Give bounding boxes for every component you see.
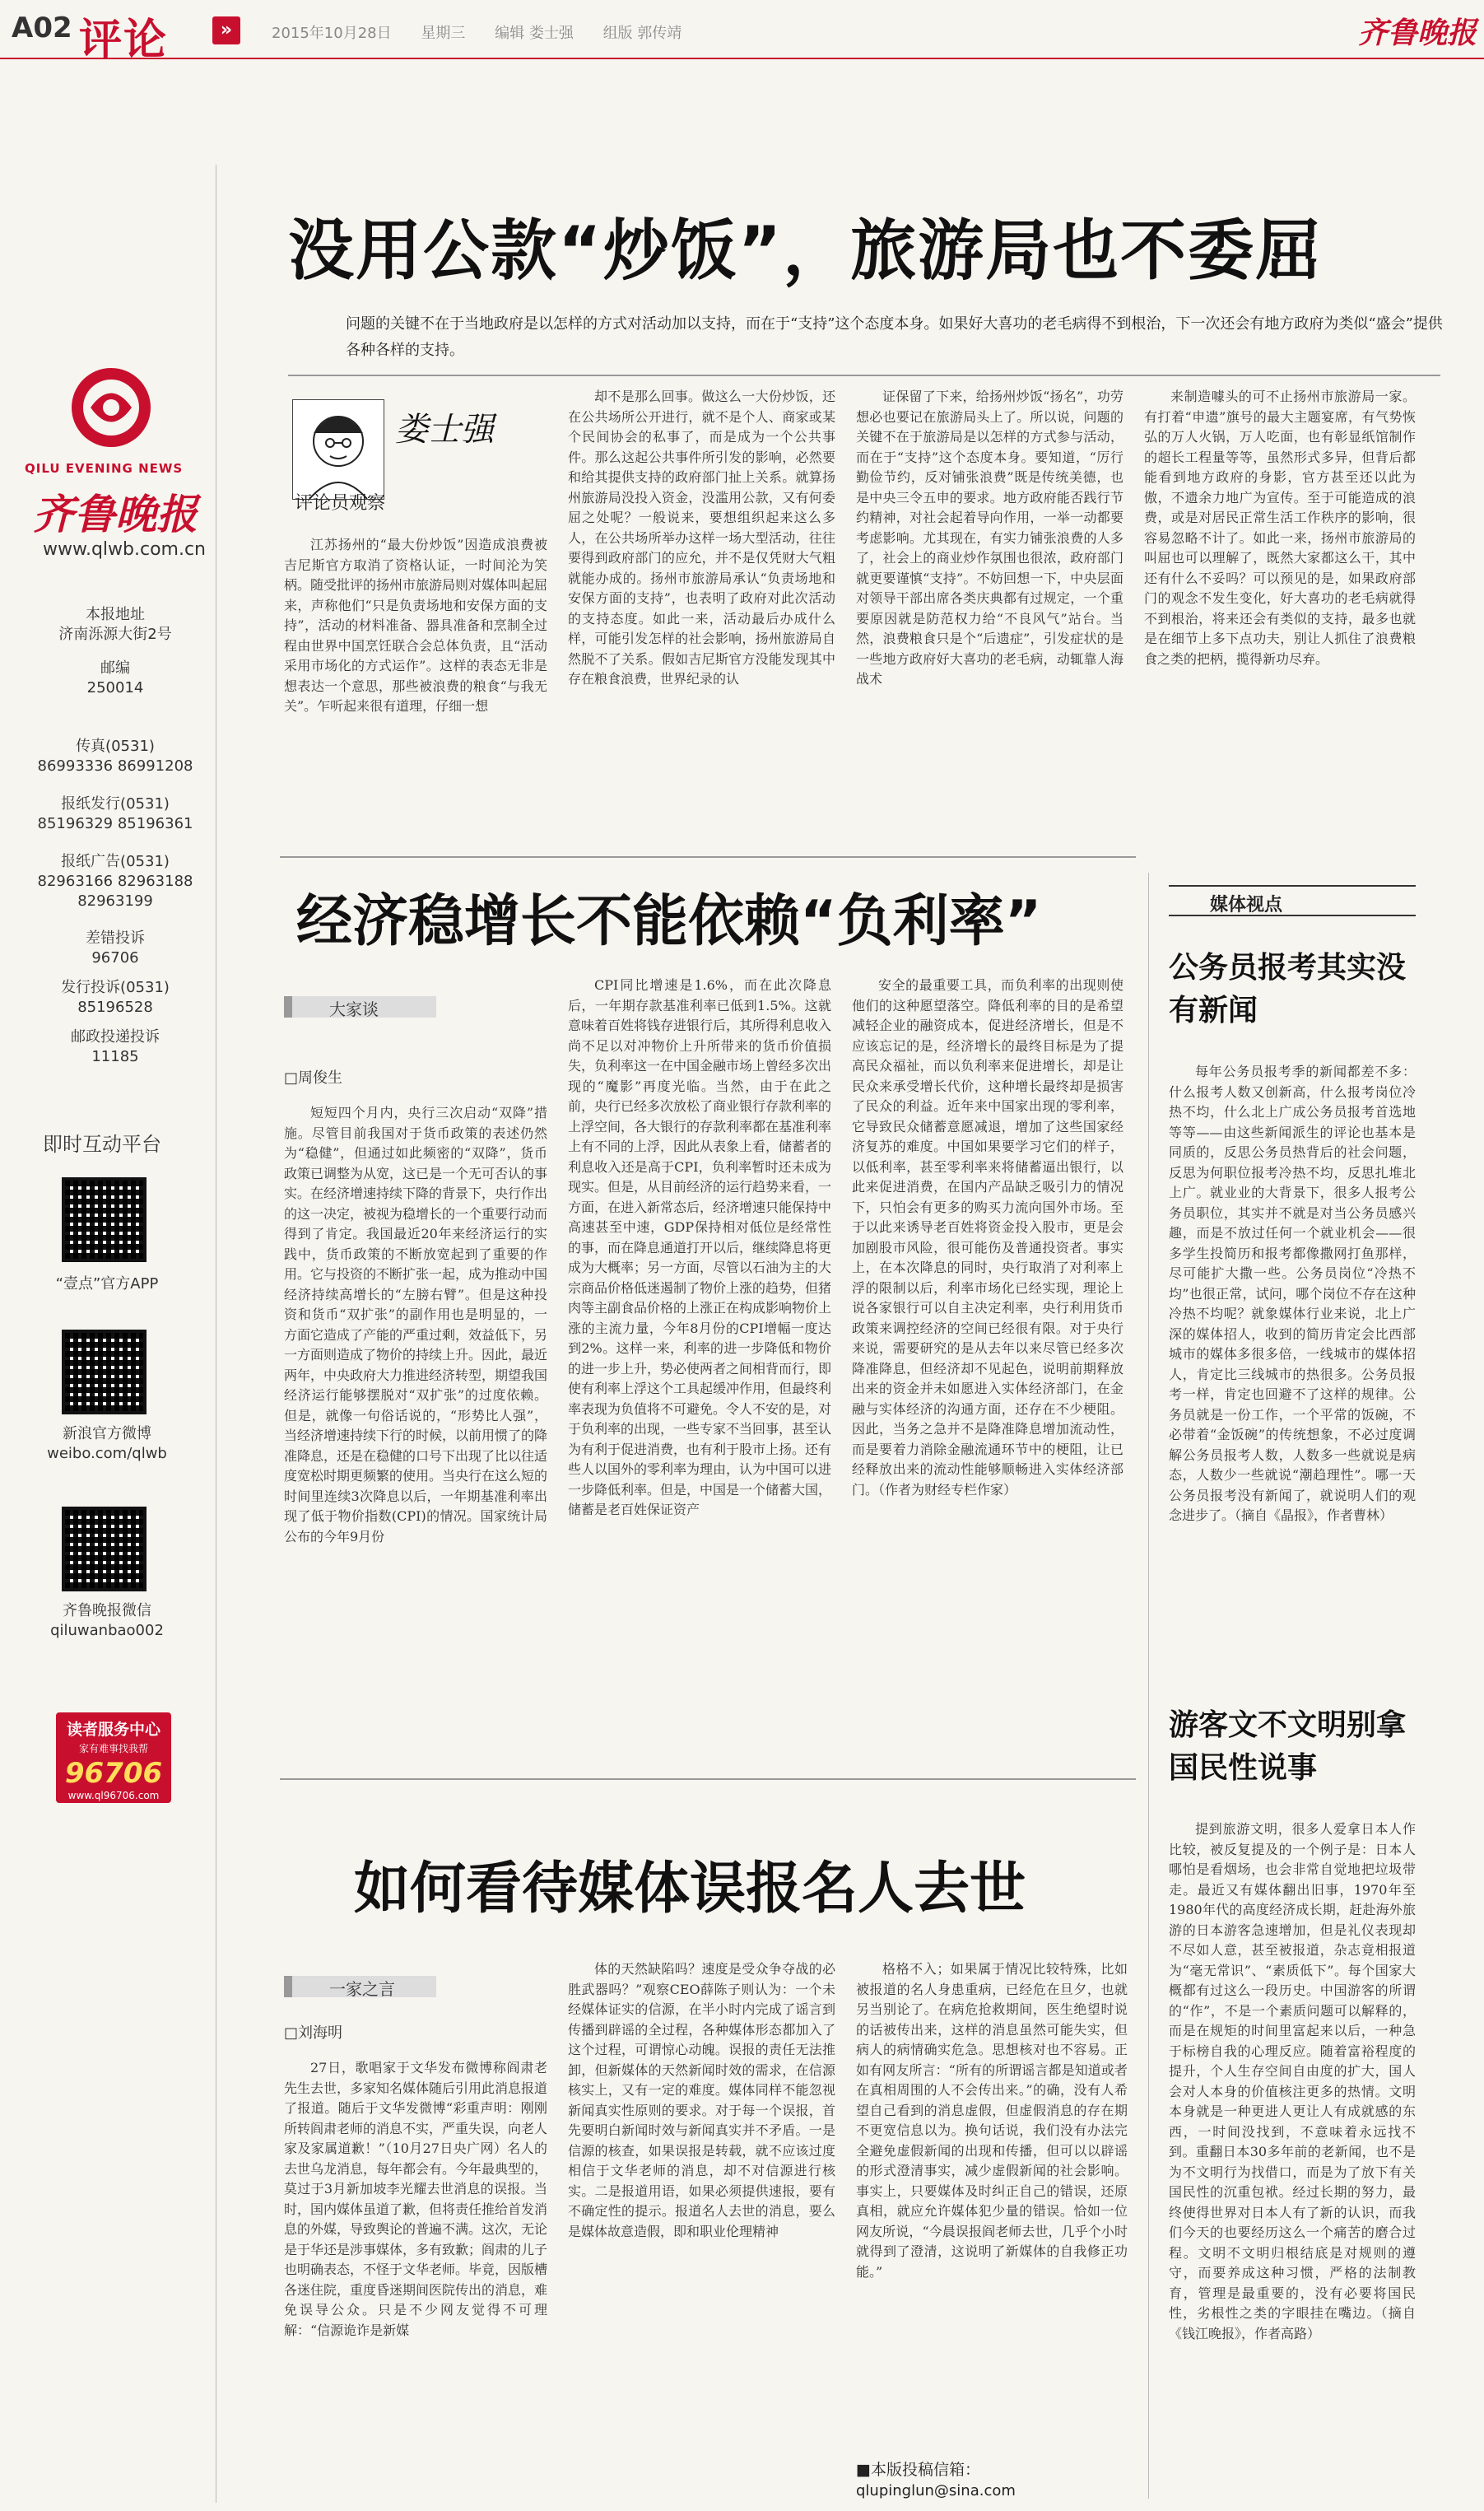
post-complaint-block xyxy=(33,1027,198,1067)
page-number: A02 xyxy=(12,12,72,44)
zip-value: 250014 xyxy=(86,679,144,696)
sidebar2-body xyxy=(1169,1819,1416,2495)
columnist-signature: 娄士强 xyxy=(395,411,494,449)
article3-kicker: 一家之言 xyxy=(329,1979,395,1999)
article1-col2-text: 却不是那么回事。做这么一大份炒饭，还在公共场所公开进行，就不是个人、商家或某个民间协会的私事了，而是成为一个公共事件。那么这起公共事件所引发的影响，必然要和给其提供支持的政府部门扯上关系。就算扬州旅游局没投入资金，没滥用公款，又有何委屈之处呢？一般说来，要想组织起来这么多人，在公共场所举办这样一场大型活动，往往要得到政府部门的应允，并不是仅凭财大气粗就能办成的。扬州市旅游局承认“负责场地和安保方面的支持”，也表明了政府对此次活动的支持态度。如此一来，活动最后办成什么样，可能引发怎样的社会影响，扬州旅游局自然脱不了关系。假如吉尼斯官方没能发现其中存在粮食浪费，世界纪录的认 xyxy=(568,389,835,687)
issue-layout: 组版 郭传靖 xyxy=(602,25,682,42)
address-block xyxy=(33,605,198,645)
zip-label: 邮编 xyxy=(100,659,130,677)
service-url: www.ql96706.com xyxy=(67,1790,160,1801)
service-number: 96706 xyxy=(64,1757,163,1790)
distribution-value: 85196329 85196361 xyxy=(37,815,193,832)
error-label: 差错投诉 xyxy=(86,929,145,947)
qr-weibo-caption-1: 新浪官方微博 xyxy=(63,1425,151,1442)
logo-english: QILU EVENING NEWS xyxy=(25,461,184,476)
distribution-block xyxy=(33,794,198,834)
address-value: 济南泺源大街2号 xyxy=(58,626,172,643)
interactive-platform-title: 即时互动平台 xyxy=(43,1133,161,1156)
media-view-label: 媒体视点 xyxy=(1210,895,1283,915)
article2-byline: □周俊生 xyxy=(284,1069,343,1087)
article3-col2 xyxy=(568,1959,835,2495)
column-label: 评论员观察 xyxy=(295,493,386,514)
issue-weekday: 星期三 xyxy=(421,25,466,42)
article2-col3-text: 安全的最重要工具，而负利率的出现则使他们的这种愿望落空。降低利率的目的是希望减轻企业的融资成本，促进经济增长，但是不应该忘记的是，经济增长的最终目标是为了提高民众福祉，而以负利率来促进增长，却是让民众来承受增长代价，这种增长最终却是损害了民众的利益。近年来中国家出现的零利率，它导致民众储蓄意愿减退，增加了这些国家经济复苏的难度。中国如果要学习它们的样子，以低利率，甚至零利率来将储蓄逼出银行，以此来促进消费，在国内产品缺乏吸引力的情况下，只怕会有更多的购买力流向国外市场。至于以此来诱导老百姓将资金投入股市，更是会加剧股市风险，很可能伤及普通投资者。事实上，在本次降息的同时，央行取消了对利率上浮的限制以后，利率市场化已经实现，理论上说各家银行可以自主决定利率，央行利用货币政策来调控经济的空间已经很有限。对于央行来说，需要研究的是从去年以来尽管已经多次降准降息，但经济却不见起色，说明前期释放出来的资金并未如愿进入实体经济部门，在金融与实体经济的沟通方面，还存在不少梗阻。因此，当务之急并不是降准降息增加流动性，而是要着力消除金融流通环节中的梗阻，让已经释放出来的流动性能够顺畅进入实体经济部门。（作者为财经专栏作家） xyxy=(852,977,1123,1498)
qr-code-wechat[interactable] xyxy=(62,1507,147,1591)
error-complaint-block xyxy=(33,929,198,968)
dist-complaint-label: 发行投诉(0531) xyxy=(61,979,170,996)
article3-col3-text: 格格不入；如果属于情况比较特殊，比如被报道的名人身患重病，已经危在旦夕，也就另当别论了。在病危抢救期间，医生绝望时说的话被传出来，这样的消息虽然可能失实，但病人的病情确实危急。思想核对也不容易。正如有网友所言：“所有的所谓谣言都是知道或者在真相周围的人不会传出来。”的确，没有人希望自己看到的消息虚假，但虚假消息的存在期不更宽信息以为。换句话说，我们没有办法完全避免虚假新闻的出现和传播，但可以以辟谣的形式澄清事实，减少虚假新闻的社会影响。事实上，只要媒体及时纠正自己的错误，还原真相，就应允许媒体犯少量的错误。恰如一位网友所说，“今晨误报阎老师去世，几乎个小时就得到了澄清，这说明了新媒体的自我修正功能。” xyxy=(856,1961,1128,2280)
post-complaint-value: 11185 xyxy=(91,1048,139,1065)
newspaper-logo-icon xyxy=(58,362,165,453)
sidebar1-headline: 公务员报考其实没有新闻 xyxy=(1169,951,1407,1027)
fax-value: 86993336 86991208 xyxy=(37,757,193,775)
article2-headline: 经济稳增长不能依赖“负利率” xyxy=(296,889,1042,954)
submission-label: ■本版投稿信箱： xyxy=(856,2461,980,2479)
article2-col3 xyxy=(852,976,1123,1770)
website-link[interactable]: www.qlwb.com.cn xyxy=(43,539,206,560)
media-view-box xyxy=(1169,885,1416,916)
service-slogan: 家有难事找我帮 xyxy=(78,1743,148,1754)
article2-kicker: 大家谈 xyxy=(329,999,379,1019)
article1-col2 xyxy=(568,387,835,844)
issue-meta xyxy=(272,21,706,43)
ads-block xyxy=(33,852,198,911)
zip-block xyxy=(33,659,198,698)
error-value: 96706 xyxy=(91,949,139,967)
issue-editor: 编辑 娄士强 xyxy=(495,25,574,42)
dist-complaint-block xyxy=(33,978,198,1018)
article1-col1 xyxy=(284,535,547,844)
service-title: 读者服务中心 xyxy=(66,1721,160,1739)
ads-label: 报纸广告(0531) xyxy=(61,853,170,870)
address-label: 本报地址 xyxy=(86,606,145,623)
sidebar-divider xyxy=(1148,873,1149,2499)
article2-col2-text: CPI同比增速是1.6%，而在此次降息后，一年期存款基准利率已低到1.5%。这就意味着百姓将钱存进银行后，其所得利息收入尚不足以对冲物价上升所带来的货币价值损失，负利率这一在中国金融市场上曾经多次出现的“魔影”再度光临。当然，由于在此之前，央行已经多次放松了商业银行存款利率的上浮空间，各大银行的存款利率都在基准利率上有不同的上浮，因此从表象上看，储蓄者的利息收入还是高于CPI，负利率暂时还未成为现实。但是，从目前经济的运行趋势来看，一方面，在进入新常态后，经济增速只能保持中高速甚至中速，GDP保持相对低位是经常性的事，而在降息通道打开以后，继续降息将更成为大概率；另一方面，尽管以石油为主的大宗商品价格低迷遏制了物价上涨的趋势，但猪肉等主副食品价格的上涨正在构成影响物价上涨的主流力量，今年8月份的CPI增幅一度达到2%。这样一来，利率的进一步降低和物价的进一步上升，势必使两者之间相背而行，即使有利率上浮这个工具起缓冲作用，但最终利率表现为负值将不可避免。令人不安的是，对于负利率的出现，一些专家不当回事，甚至认为有利于促进消费，也有利于股市上扬。还有些人以国外的零利率为理由，认为中国可以进一步降低利率。但是，中国是一个储蓄大国，储蓄是老百姓保证资产 xyxy=(568,977,831,1517)
sidebar1-body xyxy=(1169,1062,1416,1675)
article1-rule xyxy=(288,375,1440,376)
article3-col3 xyxy=(856,1959,1128,2445)
article3-headline: 如何看待媒体误报名人去世 xyxy=(354,1856,1026,1922)
qr-code-app[interactable] xyxy=(62,1177,147,1262)
article1-col4-text: 来制造噱头的可不止扬州市旅游局一家。有打着“申遗”旗号的最大主题宴席，有气势恢弘的万人火锅，万人吃面，也有彰显纸馆制作的超长工程量等等，虽然形式多异，但背后都能看到地方政府的身影，官方甚至还以此为傲，不遗余力地广为宣传。至于可能造成的浪费，或是对居民正常生活工作秩序的影响，很容易忽略不计了。如此一来，扬州市旅游局的叫屈也可以理解了，既然大家都这么干，其中还有什么不妥吗？可以预见的是，如果政府部门的观念不发生变化，好大喜功的老毛病就得不到根治，将来还会有类似的支持，最多也就是在细节上多下点功夫，别让人抓住了浪费粮食之类的把柄，揽得新功尽弃。 xyxy=(1144,389,1416,667)
ads-value: 82963166 82963188 82963199 xyxy=(37,873,193,910)
article2-bottom-rule xyxy=(280,1778,1136,1780)
qr-code-weibo[interactable] xyxy=(62,1330,147,1414)
article3-col1-text: 27日，歌唱家于文华发布微博称阎肃老先生去世，多家知名媒体随后引用此消息报道了报道。随后于文华发微博“彩重声明：刚刚所转阎肃老师的消息不实，严重失误，向老人家及家属道歉！”（10月27日央广网）名人的去世乌龙消息，每年都会有。今年最典型的，莫过于3月新加坡李光耀去世消息的误报。当时，国内媒体虽道了歉，但将责任推给首发消息的外媒，导致舆论的普遍不满。这次，无论是于华还是涉事媒体，多有致歉；阎肃的儿子也明确表态，不怪于文华老师。毕竟，因版槽各迷住院，重度昏迷期间医院传出的消息，难免误导公众。只是不少网友觉得不可理解：“信源诡诈是新媒 xyxy=(284,2060,547,2338)
article1-headline: 没用公款“炒饭”，旅游局也不委屈 xyxy=(288,212,1324,289)
article3-byline: □刘海明 xyxy=(284,2024,343,2042)
article1-lead: 问题的关键不在于当地政府是以怎样的方式对活动加以支持，而在于“支持”这个态度本身。如果好大喜功的老毛病得不到根治，下一次还会有地方政府为类似“盛会”提供各种各样的支持。 xyxy=(346,315,1443,359)
fax-label: 传真(0531) xyxy=(76,738,155,755)
qr-wechat-caption-2: qiluwanbao002 xyxy=(50,1622,164,1639)
article3-col2-text: 体的天然缺陷吗？速度是受众争夺战的必胜武器吗？”观察CEO薛陈子则认为：一个未经媒体证实的信源，在半小时内完成了谣言到传播到辟谣的全过程，各种媒体形态都加入了这个过程，可谓惊心动魄。误报的责任无法推卸，但新媒体的天然新闻时效的需求，在信源核实上，又有一定的难度。媒体同样不能忽视新闻真实性原则的要求。对于每一个误报，首先要明白新闻时效与新闻真实并不矛盾。一是信源的核查，如果误报是转载，就不应该过度相信于文华老师的消息，却不对信源进行核实。二是报道用语，如果必须提供速报，要有不确定性的提示。报道名人去世的消息，要么是媒体故意造假，即和职业伦理精神 xyxy=(568,1961,835,2239)
submission-email[interactable]: qlupinglun@sina.com xyxy=(856,2482,1016,2499)
article1-col3 xyxy=(856,387,1123,844)
article1-col3-text: 证保留了下来，给扬州炒饭“扬名”，功劳想必也要记在旅游局头上了。所以说，问题的关键不在于旅游局是以怎样的方式参与活动，而在于“支持”这个态度本身。要知道，“厉行勤俭节约，反对铺张浪费”既是传统美德，也是中央三令五申的要求。地方政府能否践行节约精神，对社会起着导向作用，一举一动都要考虑影响。尤其现在，有实力铺张浪费的人多了，社会上的商业炒作氛围也很浓，政府部门就更要谨慎“支持”。不妨回想一下，中央层面对领导干部出席各类庆典都有过规定，一个重要原因就是防范权力给“不良风气”站台。当然，浪费粮食只是个“后遗症”，引发症状的是一些地方政府好大喜功的老毛病，动辄靠人海战术 xyxy=(856,389,1123,687)
qr-app-caption: “壹点”官方APP xyxy=(55,1275,159,1293)
article1-col4 xyxy=(1144,387,1416,844)
post-complaint-label: 邮政投递投诉 xyxy=(71,1028,160,1046)
qr-weibo-caption-2: weibo.com/qlwb xyxy=(47,1445,167,1462)
qr-weibo-caption xyxy=(25,1424,189,1464)
article2-col1-text: 短短四个月内，央行三次启动“双降”措施。尽管目前我国对于货币政策的表述仍然为“稳健”，但通过如此频密的“双降”，货币政策已调整为从宽，这已是一个无可否认的事实。在经济增速持续下降的背景下，央行作出的这一决定，被视为稳增长的一个重要行动而得到了肯定。我国最近20年来经济运行的实践中，货币政策的不断放宽起到了重要的作用。它与投资的不断扩张一起，成为推动中国经济持续高增长的“左膀右臂”。但是这种投资和货币“双扩张”的副作用也是明显的，一方面它造成了产能的严重过剩，效益低下，另一方面则造成了物价的持续上升。因此，最近两年，中央政府大力推进经济转型，期望我国经济运行能够摆脱对“双扩张”的过度依赖。但是，就像一句俗话说的，“形势比人强”，当经济增速持续下行的时候，以前用惯了的降准降息，还是在稳健的口号下出现了比以往适度宽松时期更频繁的使用。当央行在这么短的时间里连续3次降息以后，一年期基准利率出现了低于物价指数(CPI)的情况。国家统计局公布的今年9月份 xyxy=(284,1105,547,1544)
dist-complaint-value: 85196528 xyxy=(77,999,153,1016)
qr-wechat-caption-1: 齐鲁晚报微信 xyxy=(63,1602,151,1619)
columnist-portrait-icon xyxy=(292,399,384,500)
brand-logo-top: 齐鲁晚报 xyxy=(1358,16,1477,50)
article2-col2 xyxy=(568,976,831,1770)
sidebar1-text: 每年公务员报考季的新闻都差不多：什么报考人数又创新高，什么报考岗位冷热不均，什么北上广成公务员报考首选地等等——由这些新闻派生的评论也基本是同质的，反思公务员热背后的社会问题，反思为何职位报考冷热不均，反思扎堆北上广。就业业的大背景下，很多人报考公务员职位，其实并不就是对当公务员感兴趣，而是不放过任何一个就业机会——很多学生投简历和报考都像撒网打鱼那样，尽可能扩大撒一些。公务员岗位“冷热不均”也很正常，试问，哪个岗位不存在这种冷热不均呢？就象媒体行业来说，北上广深的媒体招人，收到的简历肯定会比西部城市的媒体多很多倍，一线城市的媒体招人，肯定比三线城市的热很多。公务员报考一样，肯定也回避不了这样的规律。公务员就是一份工作，一个平常的饭碗，不必带着“金饭碗”的传统想象，不必过度调解公务员报考人数，人数多一些就说是病态，人数少一些就说“潮趋理性”。哪一天公务员报考没有新闻了，就说明人们的观念进步了。（摘自《晶报》，作者曹林） xyxy=(1169,1064,1416,1523)
fax-block xyxy=(33,737,198,776)
article1-bottom-rule xyxy=(280,856,1136,858)
issue-date: 2015年10月28日 xyxy=(272,25,392,42)
sidebar2-text: 提到旅游文明，很多人爱拿日本人作比较，被反复提及的一个例子是：日本人哪怕是看烟场，也会非常自觉地把垃圾带走。最近又有媒体翻出旧事，1970年至1980年代的高度经济成长期，赶赴海外旅游的日本游客急速增加，但是礼仪表现却不尽如人意，甚至被报道，杂志竟相报道为“毫无常识”、“素质低下”。每个国家大概都有过这么一段历史。中国游客的所谓的“作”，不是一个素质问题可以解释的，而是在规矩的时间里富起来以后，一种急于标榜自我的心理反应。随着富裕程度的提升，个人生存空间自由度的扩大，国人会对人本身的价值核注更多的热情。文明本身就是一种更进人更让人有成就感的东西，一时间没找到，不意味着永远找不到。重翻日本30多年前的老新闻，也不是为不文明行为找借口，而是为了放下有关国民性的沉重包袱。经过长期的努力，最终使得世界对日本人有了新的认识，而我们今天的也要经历这么一个痛苦的磨合过程。文明不文明归根结底是对规则的遵守，而要养成这种习惯，严格的法制教育，管理是最重要的，没有必要将国民性，劣根性之类的字眼挂在嘴边。（摘自《钱江晚报》，作者高路） xyxy=(1169,1821,1416,2341)
section-title: 评论 xyxy=(79,15,169,65)
article1-col1-text: 江苏扬州的“最大份炒饭”因造成浪费被吉尼斯官方取消了资格认证，一时间沦为笑柄。随受批评的扬州市旅游局则对媒体叫起屈来，声称他们“只是负责场地和安保方面的支持”，活动的材料准备、器具准备和烹制全过程由世界中国烹饪联合会总体负责，且“活动采用市场化的方式运作”。这样的表态无非是想表达一个意思，那些被浪费的粮食“与我无关”。乍听起来很有道理，仔细一想 xyxy=(284,537,547,714)
article2-col1 xyxy=(284,1103,547,1770)
double-chevron-icon: » xyxy=(212,16,240,44)
logo-chinese: 齐鲁晚报 xyxy=(33,490,198,538)
distribution-label: 报纸发行(0531) xyxy=(61,795,170,813)
sidebar2-headline: 游客文不文明别拿国民性说事 xyxy=(1169,1708,1407,1785)
reader-service-badge[interactable] xyxy=(56,1712,171,1803)
article3-col1 xyxy=(284,2058,547,2495)
qr-wechat-caption xyxy=(25,1601,189,1641)
